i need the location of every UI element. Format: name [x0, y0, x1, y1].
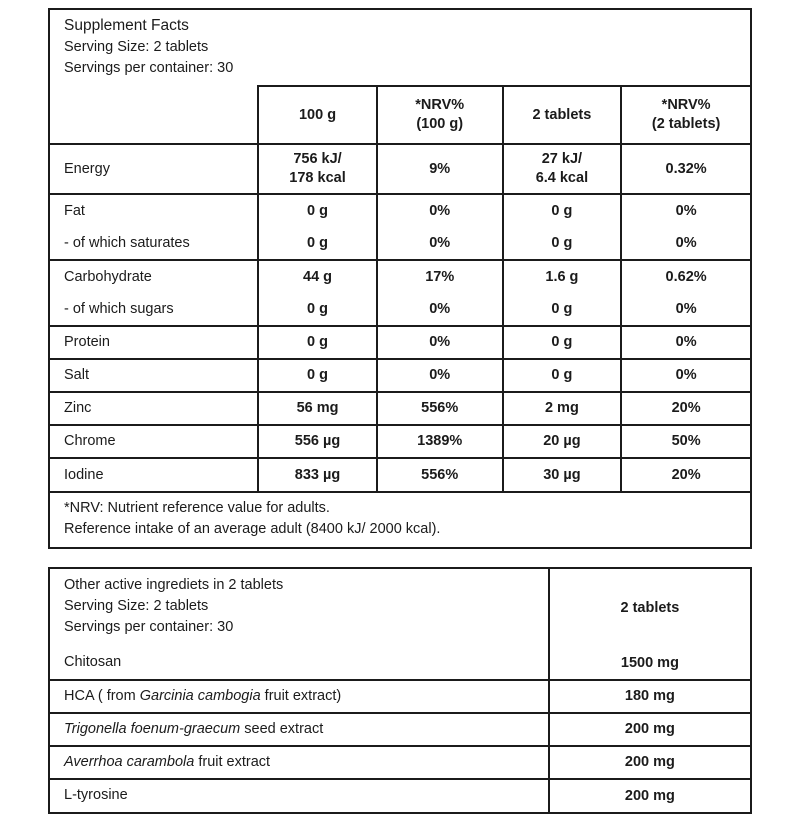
value-nrv-2-tablets: 20% [621, 392, 750, 425]
value-nrv-100g: 1389% [377, 425, 503, 458]
value-per-2-tablets: 0 g [503, 293, 622, 326]
value-per-2-tablets: 2 mg [503, 392, 622, 425]
supplement-facts-table [50, 85, 750, 491]
nutrient-name: Iodine [50, 458, 258, 491]
other-ingredients-header-row [50, 569, 750, 647]
value-nrv-2-tablets: 0% [621, 326, 750, 359]
value-nrv-2-tablets: 0% [621, 359, 750, 392]
ingredient-amount: 200 mg [549, 779, 750, 812]
value-nrv-2-tablets: 0% [621, 194, 750, 227]
table-row [50, 194, 750, 227]
column-header-per-2-tablets [503, 86, 622, 144]
table-row [50, 326, 750, 359]
ingredient-latin-name: Garcinia cambogia [139, 687, 261, 704]
other-ingredients-title: Other active ingrediets in 2 tablets [64, 577, 284, 593]
table-row [50, 260, 750, 293]
ingredient-name: Averrhoa carambola fruit extract [50, 746, 549, 779]
ingredient-amount: 180 mg [549, 680, 750, 713]
value-per-2-tablets: 0 g [503, 359, 622, 392]
value-nrv-100g: 17% [377, 260, 503, 293]
value-per-2-tablets: 0 g [503, 326, 622, 359]
value-per-100g: 0 g [258, 359, 377, 392]
ingredient-amount: 200 mg [549, 713, 750, 746]
other-ingredients-panel [48, 567, 752, 814]
supplement-facts-header [50, 10, 750, 85]
value-nrv-2-tablets: 0.62% [621, 260, 750, 293]
table-row [50, 680, 750, 713]
table-row [50, 425, 750, 458]
value-nrv-2-tablets: 20% [621, 458, 750, 491]
value-per-100g: 756 kJ/ 178 kcal [258, 144, 377, 194]
table-row [50, 713, 750, 746]
nutrient-name: Protein [50, 326, 258, 359]
ingredient-name: L-tyrosine [50, 779, 549, 812]
table-header-row [50, 86, 750, 144]
column-header-per-2-tablets-line1: 2 tablets [532, 106, 592, 123]
servings-per-container-text: Servings per container: 30 [64, 60, 234, 76]
value-per-2-tablets: 1.6 g [503, 260, 622, 293]
value-nrv-100g: 0% [377, 359, 503, 392]
value-nrv-100g: 0% [377, 293, 503, 326]
value-nrv-100g: 556% [377, 458, 503, 491]
column-header-nutrient [50, 86, 258, 144]
other-ingredients-serving-size: Serving Size: 2 tablets [64, 598, 209, 614]
value-per-100g: 56 mg [258, 392, 377, 425]
value-per-2-tablets: 27 kJ/ 6.4 kcal [503, 144, 622, 194]
nutrient-name: Energy [50, 144, 258, 194]
ingredient-latin-name: Trigonella foenum-graecum [64, 720, 241, 737]
column-header-nrv-2-tablets [621, 86, 750, 144]
value-nrv-2-tablets: 50% [621, 425, 750, 458]
table-row [50, 647, 750, 680]
value-nrv-2-tablets: 0% [675, 300, 697, 317]
table-row [50, 392, 750, 425]
value-nrv-100g: 0% [377, 194, 503, 227]
nutrient-name: - of which sugars [50, 293, 258, 326]
table-row [50, 746, 750, 779]
value-nrv-100g: 556% [377, 392, 503, 425]
nutrient-name: - of which saturates [50, 227, 258, 260]
table-row [50, 458, 750, 491]
supplement-facts-panel [48, 8, 752, 549]
value-per-100g: 0 g [258, 293, 377, 326]
table-row [50, 779, 750, 812]
nutrient-name: Carbohydrate [50, 260, 258, 293]
nutrient-name: Fat [50, 194, 258, 227]
value-per-100g: 0 g [258, 194, 377, 227]
table-row [50, 293, 750, 326]
footnote-line-1: *NRV: Nutrient reference value for adults. [64, 500, 330, 516]
value-per-100g: 833 µg [258, 458, 377, 491]
other-ingredients-table [50, 569, 750, 812]
table-row [50, 227, 750, 260]
value-nrv-100g: 0% [377, 227, 503, 260]
value-per-2-tablets: 20 µg [503, 425, 622, 458]
footnote-line-2: Reference intake of an average adult (8400 kJ/ 2000 kcal). [64, 521, 441, 537]
page-title: Supplement Facts [64, 17, 189, 34]
nutrient-name: Salt [50, 359, 258, 392]
value-per-100g: 0 g [258, 326, 377, 359]
serving-size-text: Serving Size: 2 tablets [64, 39, 209, 55]
table-row [50, 144, 750, 194]
value-per-100g: 556 µg [258, 425, 377, 458]
ingredient-amount: 1500 mg [620, 654, 679, 671]
value-nrv-100g: 9% [377, 144, 503, 194]
ingredient-latin-name: Averrhoa carambola [64, 753, 195, 770]
column-header-per-100g [258, 86, 377, 144]
other-ingredients-header-label [50, 569, 549, 647]
column-header-nrv-100g-line2: (100 g) [416, 116, 464, 132]
table-row [50, 359, 750, 392]
other-ingredients-header-value: 2 tablets [620, 599, 680, 616]
column-header-nrv-100g [377, 86, 503, 144]
column-header-nrv-100g-line1: *NRV% [415, 97, 465, 113]
nutrient-name: Zinc [50, 392, 258, 425]
ingredient-amount: 200 mg [549, 746, 750, 779]
value-per-100g: 44 g [258, 260, 377, 293]
value-per-2-tablets: 0 g [503, 194, 622, 227]
value-nrv-2-tablets: 0% [675, 234, 697, 251]
value-per-100g: 0 g [258, 227, 377, 260]
value-nrv-100g: 0% [377, 326, 503, 359]
other-ingredients-servings-per-container: Servings per container: 30 [64, 619, 234, 635]
column-header-nrv-2-tablets-line2: (2 tablets) [651, 116, 721, 132]
ingredient-name: Trigonella foenum-graecum seed extract [50, 713, 549, 746]
nutrient-name: Chrome [50, 425, 258, 458]
value-per-2-tablets: 30 µg [503, 458, 622, 491]
value-nrv-2-tablets: 0.32% [621, 144, 750, 194]
value-per-2-tablets: 0 g [503, 227, 622, 260]
ingredient-name: HCA ( from Garcinia cambogia fruit extract) [50, 680, 549, 713]
column-header-per-100g-line1: 100 g [298, 106, 337, 123]
supplement-facts-footnote [50, 491, 750, 547]
ingredient-name: Chitosan [50, 647, 549, 680]
column-header-nrv-2-tablets-line1: *NRV% [661, 97, 711, 113]
